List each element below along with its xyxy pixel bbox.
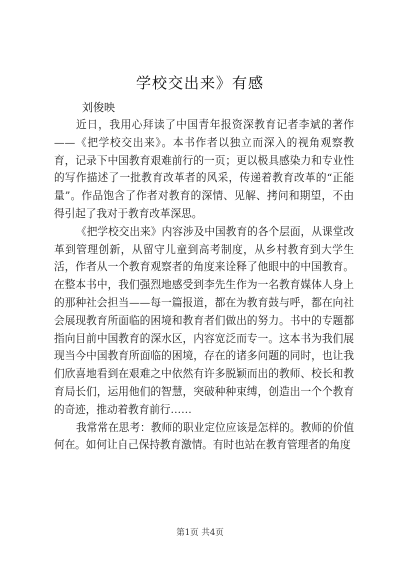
author-name: 刘俊映 — [82, 101, 115, 114]
page-footer: 第1页 共4页 — [176, 528, 224, 538]
paragraph-3: 我常常在思考：教师的职业定位应该是怎样的。教师的价值何在。如何让自己保持教育激情。有时也站在教育管理者的角度 — [54, 421, 354, 452]
document-body — [54, 117, 354, 455]
paragraph-2: 《把学校交出来》内容涉及中国教育的各个层面，从课堂改革到管理创新，从留守儿童到高考制度，从乡村教育到大学生活，作者从一个教育观察者的角度来诠释了他眼中的中国教育。在整本书中，我们强烈地感受到李先生作为一名教育媒体人身上的那种社会担当——每一篇报道，都在为教育鼓与呼，都在向社会展现教育所面临的困境和教育者们做出的努力。书中的专题都指向目前中国教育的深水区，内容宽泛而专一。这本书为我们展现当今中国教育所面临的困境，存在的诸多问题的同时，也让我们欣喜地看到在艰难之中依然有许多脱颖而出的教师、校长和教育局长们，运用他们的智慧，突破种种束缚，创造出一个个教育的奇迹，推动着教育前行…… — [54, 225, 354, 416]
document-title: 学校交出来》有感 — [135, 74, 264, 92]
paragraph-1: 近日，我用心拜读了中国青年报资深教育记者李斌的著作——《把学校交出来》。本书作者以独立而深入的视角观察教育，记录下中国教育艰难前行的一页；更以极具感染力和专业性的写作描述了一批教育改革者的风采，传递着教育改革的“正能量”。作品饱含了作者对教育的深情、见解、拷问和期望，不由得引起了我对于教育改革深思。 — [54, 119, 354, 220]
